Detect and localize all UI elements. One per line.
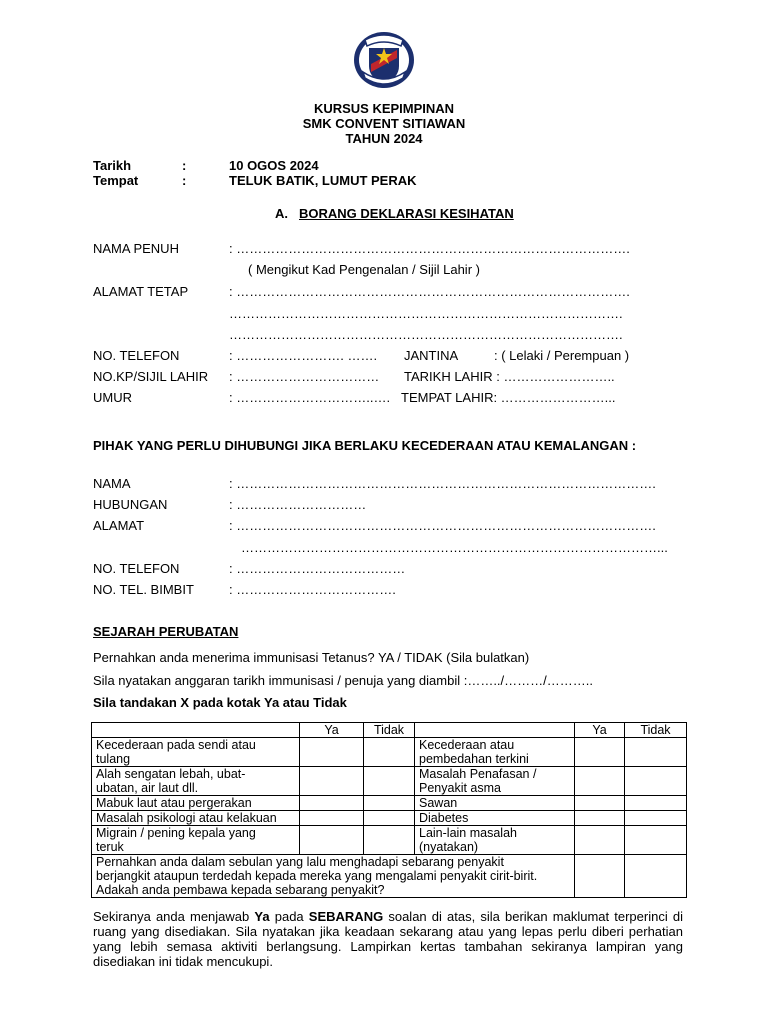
tidak-checkbox[interactable] xyxy=(625,826,687,855)
emergency-alamat-field-1[interactable]: : ……………………………………………………………………………………. xyxy=(229,518,656,533)
jantina-label: JANTINA xyxy=(404,348,459,363)
course-title: KURSUS KEPIMPINAN xyxy=(313,101,455,116)
alamat-tetap-field-2[interactable]: ………………………………………………………………………………. xyxy=(229,306,623,321)
header-blank-left xyxy=(92,723,300,738)
tempat-value: TELUK BATIK, LUMUT PERAK xyxy=(229,173,417,188)
bimbit-field[interactable]: : ………………………………. xyxy=(229,582,396,597)
header-tidak-left: Tidak xyxy=(364,723,415,738)
table-row xyxy=(92,767,687,796)
condition-label: Penyakit asma xyxy=(419,781,501,795)
para-text: pada xyxy=(269,909,309,924)
tidak-checkbox[interactable] xyxy=(364,767,415,796)
hubungan-field[interactable]: : ………………………… xyxy=(229,497,367,512)
condition-label: Diabetes xyxy=(415,811,575,826)
tidak-checkbox[interactable] xyxy=(625,767,687,796)
table-row xyxy=(92,811,687,826)
kp-field[interactable]: : …………………………… xyxy=(229,369,380,384)
tidak-checkbox[interactable] xyxy=(625,738,687,767)
tarikh-colon: : xyxy=(182,158,187,173)
ya-checkbox[interactable] xyxy=(300,767,364,796)
nama-penuh-field[interactable]: : ………………………………………………………………………………. xyxy=(229,241,630,256)
ya-checkbox[interactable] xyxy=(300,796,364,811)
tidak-checkbox[interactable] xyxy=(625,855,687,898)
telefon-label: NO. TELEFON xyxy=(93,348,180,363)
condition-label: Kecederaan pada sendi atau xyxy=(96,738,256,752)
tetanus-question: Pernahkan anda menerima immunisasi Tetanus? YA / TIDAK (Sila bulatkan) xyxy=(93,650,530,665)
infection-question-line: Pernahkan anda dalam sebulan yang lalu menghadapi sebarang penyakit xyxy=(96,855,504,869)
header-blank-right xyxy=(415,723,575,738)
table-row-last xyxy=(92,855,687,898)
table-header-row xyxy=(92,723,687,738)
para-text: soalan di atas, sila berikan maklumat terperinci di ruang yang disediakan. Sila nyatakan jika keadaan sekarang atau yang lepas perlu diberi perhatian yang lebih semasa aktiviti berlangsung. Lampirkan kertas tambahan sekiranya lampiran yang disediakan ini tidak mencukupi. xyxy=(93,909,683,969)
section-a-letter: A. xyxy=(275,206,288,221)
infection-question-line: Adakah anda pembawa kepada sebarang penyakit? xyxy=(96,883,385,897)
alamat-tetap-field-1[interactable]: : ………………………………………………………………………………. xyxy=(229,284,630,299)
alamat-tetap-label: ALAMAT TETAP xyxy=(93,284,189,299)
emergency-telefon-field[interactable]: : ………………………………… xyxy=(229,561,406,576)
school-crest-logo xyxy=(351,26,417,90)
condition-label: Mabuk laut atau pergerakan xyxy=(92,796,300,811)
tidak-checkbox[interactable] xyxy=(625,796,687,811)
table-row xyxy=(92,796,687,811)
condition-label: (nyatakan) xyxy=(419,840,479,854)
condition-label: pembedahan terkini xyxy=(419,752,529,766)
table-row xyxy=(92,738,687,767)
instructions-paragraph xyxy=(93,909,683,969)
para-sebarang: SEBARANG xyxy=(308,909,384,924)
telefon-field[interactable]: : ……………………. ……. xyxy=(229,348,378,363)
condition-label: teruk xyxy=(96,840,124,854)
nama-note: ( Mengikut Kad Pengenalan / Sijil Lahir ) xyxy=(248,262,480,277)
para-text: Sekiranya anda menjawab xyxy=(93,909,255,924)
year-title: TAHUN 2024 xyxy=(345,131,423,146)
condition-label: Migrain / pening kepala yang xyxy=(96,826,256,840)
nama-penuh-label: NAMA PENUH xyxy=(93,241,179,256)
tidak-checkbox[interactable] xyxy=(364,796,415,811)
hubungan-label: HUBUNGAN xyxy=(93,497,168,512)
tidak-checkbox[interactable] xyxy=(364,738,415,767)
emergency-nama-field[interactable]: : ……………………………………………………………………………………. xyxy=(229,476,656,491)
header-ya-left: Ya xyxy=(300,723,364,738)
header-ya-right: Ya xyxy=(575,723,625,738)
ya-checkbox[interactable] xyxy=(300,738,364,767)
tarikh-label: Tarikh xyxy=(93,158,132,173)
tidak-checkbox[interactable] xyxy=(364,811,415,826)
table-instruction: Sila tandakan X pada kotak Ya atau Tidak xyxy=(93,695,347,710)
emergency-alamat-label: ALAMAT xyxy=(93,518,145,533)
ya-checkbox[interactable] xyxy=(575,855,625,898)
ya-checkbox[interactable] xyxy=(300,811,364,826)
school-name: SMK CONVENT SITIAWAN xyxy=(302,116,466,131)
emergency-telefon-label: NO. TELEFON xyxy=(93,561,180,576)
condition-label: Alah sengatan lebah, ubat- xyxy=(96,767,246,781)
ya-checkbox[interactable] xyxy=(575,767,625,796)
condition-label: Masalah Penafasan / xyxy=(419,767,537,781)
medical-heading: SEJARAH PERUBATAN xyxy=(93,624,239,639)
kp-label: NO.KP/SIJIL LAHIR xyxy=(93,369,209,384)
umur-label: UMUR xyxy=(93,390,132,405)
tarikh-lahir-field[interactable]: TARIKH LAHIR : …………………….. xyxy=(404,369,615,384)
umur-field[interactable]: : …………………………..…. xyxy=(229,390,391,405)
tempat-colon: : xyxy=(182,173,187,188)
health-checklist-table xyxy=(91,722,687,898)
emergency-heading: PIHAK YANG PERLU DIHUBUNGI JIKA BERLAKU KECEDERAAN ATAU KEMALANGAN : xyxy=(93,438,637,453)
para-ya: Ya xyxy=(254,909,270,924)
ya-checkbox[interactable] xyxy=(575,738,625,767)
condition-label: Masalah psikologi atau kelakuan xyxy=(92,811,300,826)
condition-label: tulang xyxy=(96,752,131,766)
emergency-nama-label: NAMA xyxy=(93,476,131,491)
condition-label: Sawan xyxy=(415,796,575,811)
alamat-tetap-field-3[interactable]: ………………………………………………………………………………. xyxy=(229,327,623,342)
condition-label: Kecederaan atau xyxy=(419,738,515,752)
bimbit-label: NO. TEL. BIMBIT xyxy=(93,582,194,597)
jantina-options[interactable]: : ( Lelaki / Perempuan ) xyxy=(494,348,630,363)
ya-checkbox[interactable] xyxy=(575,796,625,811)
ya-checkbox[interactable] xyxy=(575,811,625,826)
ya-checkbox[interactable] xyxy=(300,826,364,855)
tidak-checkbox[interactable] xyxy=(625,811,687,826)
ya-checkbox[interactable] xyxy=(575,826,625,855)
infection-question-line: berjangkit ataupun terdedah kepada mereka yang mengalami penyakit cirit-birit. xyxy=(96,869,538,883)
crest-icon xyxy=(351,26,417,90)
tempat-lahir-field[interactable]: TEMPAT LAHIR: ……………………... xyxy=(401,390,616,405)
tarikh-value: 10 OGOS 2024 xyxy=(229,158,319,173)
condition-label: Lain-lain masalah xyxy=(419,826,517,840)
immunisation-date-question: Sila nyatakan anggaran tarikh immunisasi / penuja yang diambil :……../………/……….. xyxy=(93,673,593,688)
emergency-alamat-field-2[interactable]: ……………………………………………………………………………………... xyxy=(241,540,668,555)
table-row xyxy=(92,826,687,855)
header-tidak-right: Tidak xyxy=(625,723,687,738)
tempat-label: Tempat xyxy=(93,173,139,188)
tidak-checkbox[interactable] xyxy=(364,826,415,855)
section-a-title: BORANG DEKLARASI KESIHATAN xyxy=(299,206,514,221)
condition-label: ubatan, air laut dll. xyxy=(96,781,199,795)
